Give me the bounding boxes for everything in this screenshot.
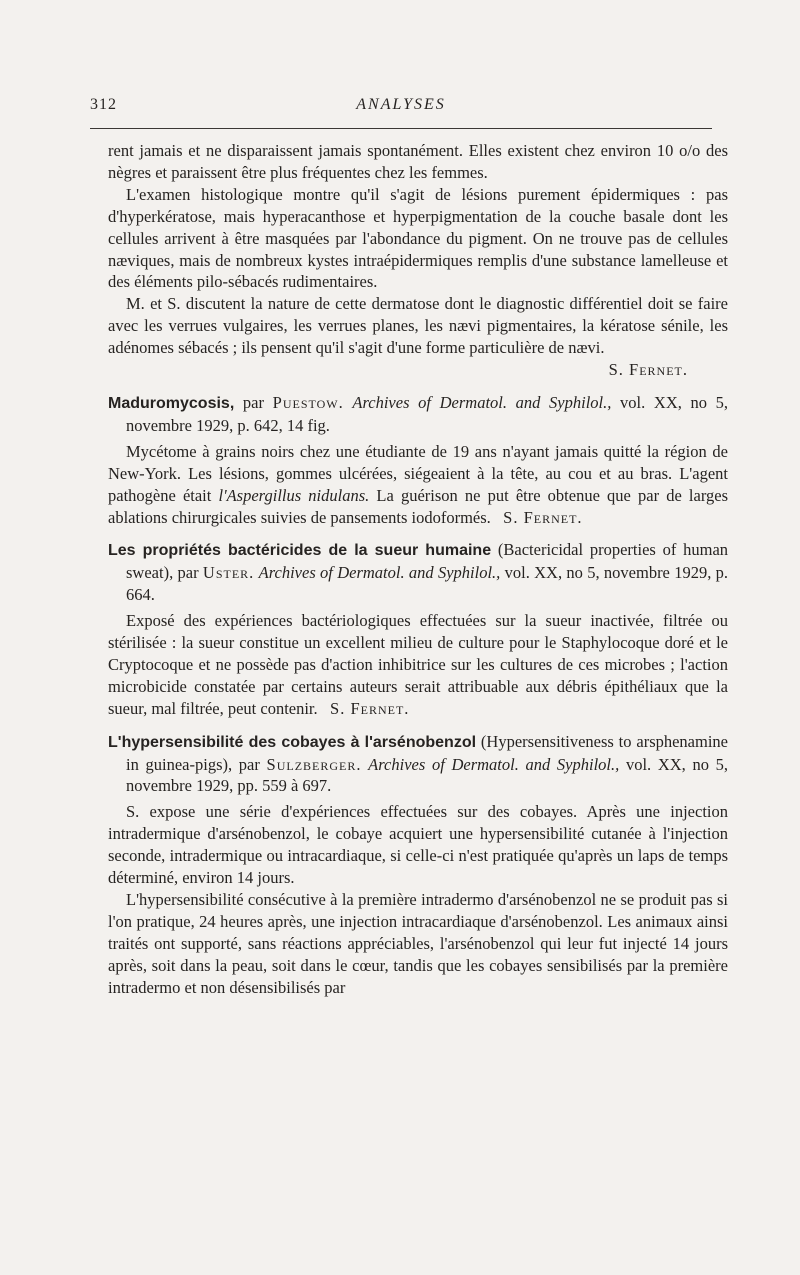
article-heading — [108, 392, 728, 437]
intro-paragraph-3: M. et S. discutent la nature de cette dermatose dont le diagnostic différentiel doit se faire avec les verrues vulgaires, les verrues planes, les nævi pigmentaires, la kératose sénile, les adénomes sébacés ; ils pensent qu'il s'agit d'une forme particulière de nævi. — [108, 294, 728, 358]
article-body — [108, 441, 728, 529]
article-body-end: La guérison ne put être obtenue que par de larges ablations chirurgicales suivies de pansements iodoformés. — [108, 485, 729, 527]
article-citation: vol. XX, no 5, novembre 1929, p. 642, 14 fig. — [126, 392, 729, 435]
article-journal: Archives of Dermatol. and Syphilol., — [352, 392, 612, 412]
article-citation: vol. XX, no 5, novembre 1929, p. 664. — [126, 563, 729, 605]
article-title: Les propriétés bactéricides de la sueur humaine — [108, 542, 492, 560]
article-author: Uster. — [202, 563, 255, 583]
article-body-text: Mycétome à grains noirs chez une étudiante de 19 ans n'ayant jamais quitté la région de New-York. Les lésions, gommes ulcérées, siégeaient à la tête, au cou et au bras. L'agent pathogène était — [108, 441, 728, 505]
article-citation: vol. XX, no 5, novembre 1929, pp. 559 à 697. — [126, 754, 728, 796]
running-title: ANALYSES — [356, 96, 446, 113]
article-body-text: Exposé des expériences bactériologiques effectuées sur la sueur inactivée, filtrée ou stérilisée : la sueur constitue un excellent milieu de culture pour le Staphylocoque doré et le Cryptocoque et ne possède pas d'action inhibitrice sur les cultures de ces microbes ; l'action microbicide constatée par certains auteurs serait attribuable aux débris épithéliaux que la sueur, mal filtrée, peut contenir. — [108, 611, 728, 718]
article-body — [108, 610, 728, 720]
article-title: Maduromycosis, — [108, 394, 235, 412]
article-heading — [108, 731, 728, 798]
article-body-italic: l'Aspergillus nidulans. — [218, 485, 370, 505]
running-header — [90, 96, 712, 122]
article-body: S. expose une série d'expériences effectuées sur des cobayes. Après une injection intradermique d'arsénobenzol, le cobaye acquiert une hypersensibilité cutanée à l'injection seconde, intradermique ou intracardiaque, si celle-ci n'est pratiquée qu'après un laps de temps déterminé, environ 14 jours. — [108, 802, 728, 888]
article-author: Sulzberger. — [266, 754, 362, 774]
intro-paragraph-2: L'examen histologique montre qu'il s'agit de lésions purement épidermiques : pas d'hyperkératose, mais hyperacanthose et hyperpigmentation de la couche basale dont les cellules arrivent à être masquées par l'abondance du pigment. On ne trouve pas de cellules nævіques, mais de nombreux kystes intraépidermiques remplis d'une substance lamelleuse et des éléments pilo-sébacés rudimentaires. — [108, 184, 728, 292]
signature: S. Fernet. — [608, 360, 688, 380]
article-title: L'hypersensibilité des cobayes à l'arsénobenzol — [108, 733, 477, 751]
intro-paragraph-1: rent jamais et ne disparaissent jamais spontanément. Elles existent chez environ 10 o/o des nègres et paraissent être plus fréquentes chez les femmes. — [108, 141, 728, 182]
article-subtitle: (Hypersensitiveness to arsphenamine in guinea-pigs), par — [126, 731, 729, 774]
article-ref-by: par — [242, 392, 264, 412]
signature: S. Fernet. — [503, 507, 583, 527]
page-body — [108, 140, 728, 999]
page-number: 312 — [90, 96, 117, 113]
signature: S. Fernet. — [330, 698, 410, 718]
article-body-continued: L'hypersensibilité consécutive à la première intradermo d'arsénobenzol ne se produit pas si l'on pratique, 24 heures après, une injection intracardiaque d'arsénobenzol. Les animaux ainsi traités ont supporté, sans réactions appréciables, l'arsénobenzol qui leur fut injecté 14 jours après, soit dans la peau, soit dans le cœur, tandis que les cobayes sensibilisés par la première intradermo et non désensibilisés par — [108, 890, 728, 997]
article-author: Puestow. — [272, 392, 344, 412]
header-rule — [90, 128, 712, 129]
article-journal: Archives of Dermatol. and Syphilol., — [258, 563, 501, 583]
article-subtitle: (Bactericidal properties of human sweat), par — [126, 540, 729, 583]
article-journal: Archives of Dermatol. and Syphilol., — [368, 754, 620, 774]
article-heading — [108, 539, 728, 606]
